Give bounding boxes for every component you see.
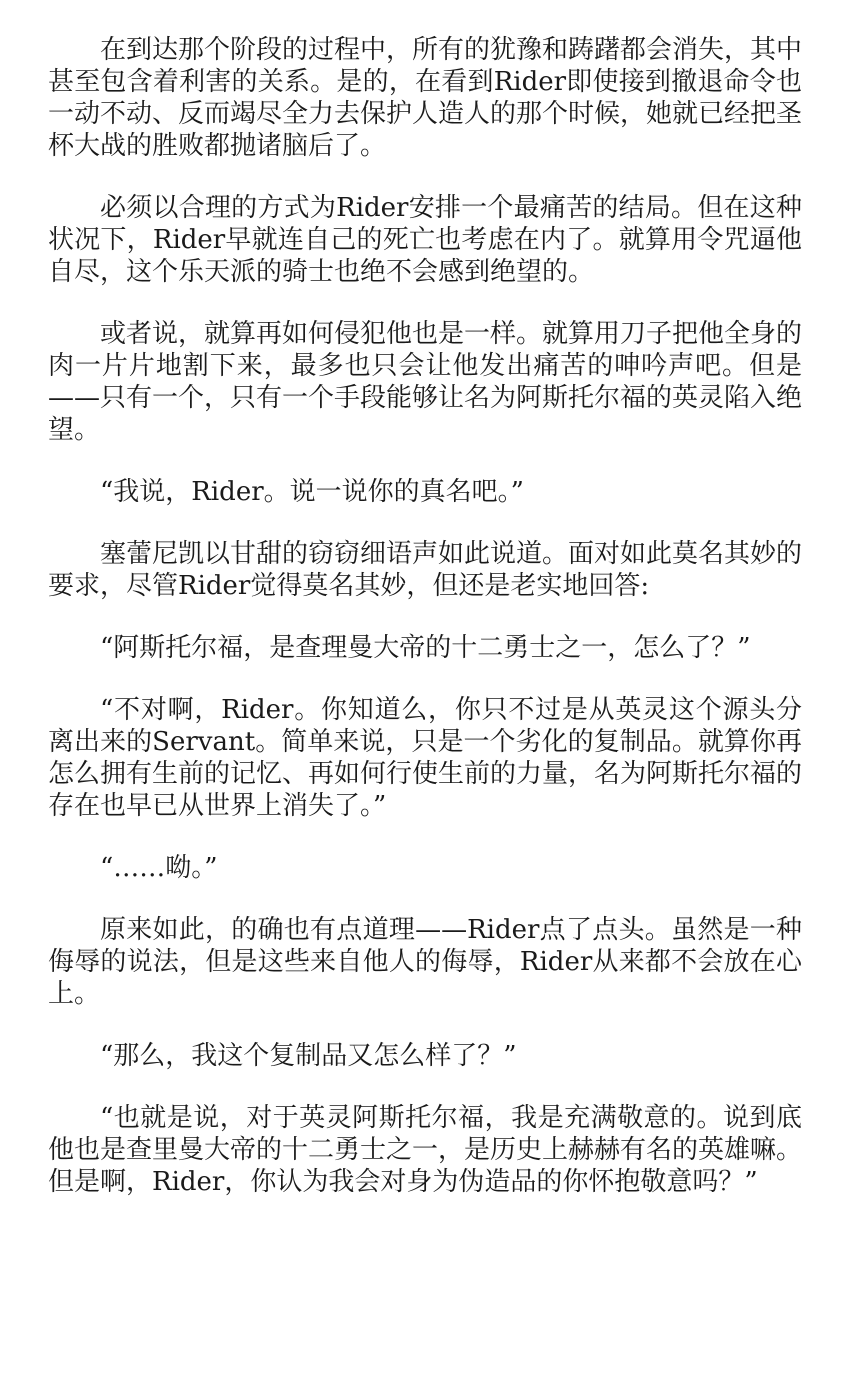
paragraph: 在到达那个阶段的过程中，所有的犹豫和踌躇都会消失，其中甚至包含着利害的关系。是的，在看到Rider即使接到撤退命令也一动不动、反而竭尽全力去保护人造人的那个时候，她就已经把圣杯大战的胜败都抛诸脑后了。 <box>48 35 803 161</box>
dialogue-paragraph: “阿斯托尔福，是查理曼大帝的十二勇士之一，怎么了？” <box>100 633 751 663</box>
dialogue-paragraph: “……呦。” <box>100 853 218 883</box>
paragraph: 或者说，就算再如何侵犯他也是一样。就算用刀子把他全身的肉一片片地割下来，最多也只会让他发出痛苦的呻吟声吧。但是——只有一个，只有一个手段能够让名为阿斯托尔福的英灵陷入绝望。 <box>48 319 803 445</box>
dialogue-paragraph: “也就是说，对于英灵阿斯托尔福，我是充满敬意的。说到底他也是查里曼大帝的十二勇士之一，是历史上赫赫有名的英雄嘛。但是啊，Rider，你认为我会对身为伪造品的你怀抱敬意吗？” <box>48 1103 803 1197</box>
dialogue-paragraph: “不对啊，Rider。你知道么，你只不过是从英灵这个源头分离出来的Servant。简单来说，只是一个劣化的复制品。就算你再怎么拥有生前的记忆、再如何行使生前的力量，名为阿斯托尔福的存在也早已从世界上消失了。” <box>48 695 803 821</box>
dialogue-paragraph: “那么，我这个复制品又怎么样了？” <box>100 1041 517 1071</box>
paragraph: 必须以合理的方式为Rider安排一个最痛苦的结局。但在这种状况下，Rider早就连自己的死亡也考虑在内了。就算用令咒逼他自尽，这个乐天派的骑士也绝不会感到绝望的。 <box>48 193 802 287</box>
paragraph: 原来如此，的确也有点道理——Rider点了点头。虽然是一种侮辱的说法，但是这些来自他人的侮辱，Rider从来都不会放在心上。 <box>48 915 802 1009</box>
dialogue-paragraph: “我说，Rider。说一说你的真名吧。” <box>100 477 524 507</box>
paragraph: 塞蕾尼凯以甘甜的窃窃细语声如此说道。面对如此莫名其妙的要求，尽管Rider觉得莫名其妙，但还是老实地回答: <box>48 539 803 601</box>
